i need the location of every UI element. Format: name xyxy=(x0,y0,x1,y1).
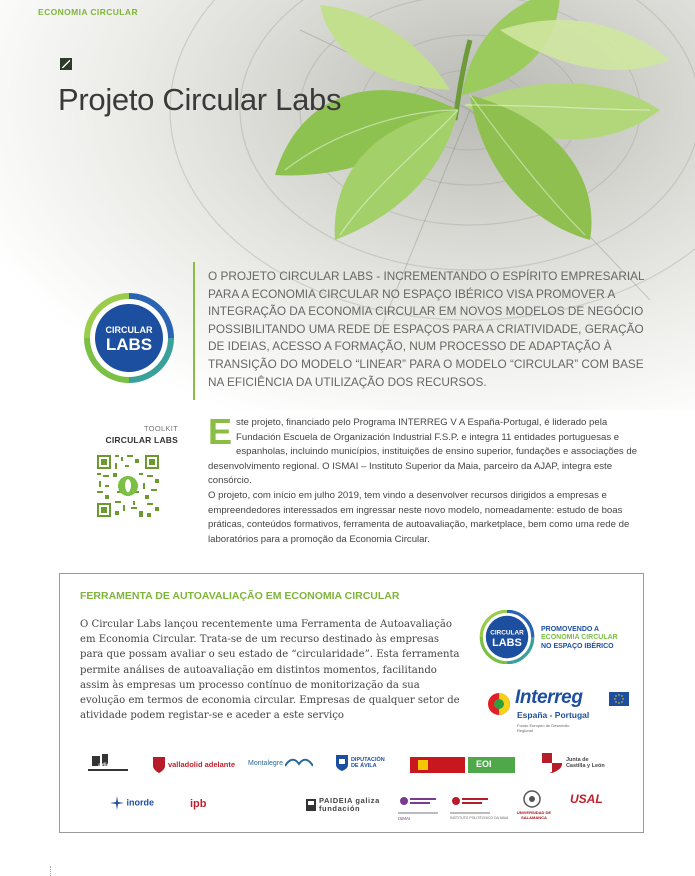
section-tag: ECONOMIA CIRCULAR xyxy=(38,7,138,17)
partners-row-2 xyxy=(60,790,645,824)
circular-labs-logo xyxy=(84,293,174,383)
page-title: Projeto Circular Labs xyxy=(58,82,342,117)
partner-logo: ISMAI xyxy=(398,794,438,818)
body-paragraph-2: O projeto, com início em julho 2019, tem vindo a desenvolver recursos dirigidos a empresas e empreendedores interessados em ingressar neste novo modelo, nomeadamente: estudo de boas práticas, conteúdos formativos, ferramenta de autoavaliação, marketplace, bem como uma rede de laboratórios para a promoção da Economia Circular. xyxy=(208,489,630,545)
partner-logo: valladolid adelante xyxy=(152,756,235,774)
partner-logo: EOI xyxy=(410,757,515,773)
logo-line2: LABS xyxy=(105,335,153,354)
partner-logo: Montalegre xyxy=(248,758,313,768)
body-paragraph-1-text: ste projeto, financiado pelo Programa INTERREG V A España-Portugal, é liderado pela Fundación Escuela de Organización Industrial F.S.P. e integra 11 entidades portuguesas e espanholas, incluindo municípios, instituições de ensino superior, fundações e associações de desenvolvimento regional. O ISMAI – Instituto Superior da Maia, parceiro da AJAP, integra este consórcio. xyxy=(208,417,638,487)
partner-logo: Junta de Castilla y León xyxy=(540,752,608,774)
partners-row-1 xyxy=(60,750,645,784)
partner-logo: ipb xyxy=(190,798,207,810)
interreg-logo xyxy=(485,686,633,732)
box-text: O Circular Labs lançou recentemente uma Ferramenta de Autoavaliação em Economia Circular. Trata-se de um recurso destinado às empresas para que possam avaliar o seu estado de “circularidade”. Esta ferramenta permite análises de autoavaliação em distintos momentos, facilitando assim às empresas um processo contínuo de monitorização da sua evolução em termos de economia circular. Empresas de qualquer setor de atividade podem registar-se e aceder a este serviço xyxy=(80,619,460,722)
toolkit-name: CIRCULAR LABS xyxy=(105,435,178,445)
junta-crest-icon xyxy=(540,752,564,774)
ismai-logo-icon xyxy=(398,794,438,818)
interreg-mark-icon xyxy=(485,690,513,718)
dropcap: E xyxy=(208,411,233,452)
self-assessment-box xyxy=(59,573,644,833)
promo-text xyxy=(541,626,618,651)
montalegre-wave-icon xyxy=(285,758,313,768)
partner-logo: USAL xyxy=(570,792,603,806)
partner-logo: UNIVERSIDAD DE SALAMANCA xyxy=(522,790,542,808)
intro-divider xyxy=(193,262,195,400)
intro-text: O PROJETO CIRCULAR LABS - INCREMENTANDO O ESPÍRITO EMPRESARIAL PARA A ECONOMIA CIRCULAR NO ESPAÇO IBÉRICO VISA PROMOVER A INTEGRAÇÃO DA ECONOMIA CIRCULAR EM NOVOS MODELOS DE NEGÓCIO POSSIBILITANDO UMA REDE DE ESPAÇOS PARA A CRIATIVIDADE, GERAÇÃO DE IDEIAS, ACESSO A FORMAÇÃO, NUM PROCESSO DE ADAPTAÇÃO À TRANSIÇÃO DO MODELO “LINEAR” PARA O MODELO “CIRCULAR” COM BASE NA EFICIÊNCIA DA UTILIZAÇÃO DOS RECURSOS. xyxy=(208,269,645,389)
promo-line2: ECONOMIA CIRCULAR xyxy=(541,634,618,642)
circular-labs-small-logo xyxy=(478,610,536,664)
toolkit-label: TOOLKIT xyxy=(143,424,178,433)
svg-text:CIRCULAR: CIRCULAR xyxy=(490,629,524,637)
body-text xyxy=(208,411,654,547)
body-paragraph-1 xyxy=(208,411,654,489)
valladolid-crest-icon xyxy=(152,756,166,774)
partner-logo: INSTITUTO POLITÉCNICO DA MAIA xyxy=(450,794,490,818)
qr-code[interactable] xyxy=(95,453,161,519)
promo-logo xyxy=(478,610,628,664)
partner-logo: adidec xyxy=(88,754,128,774)
avila-crest-icon xyxy=(335,754,349,772)
toolkit-caption xyxy=(80,424,178,445)
eoi-logo-icon xyxy=(410,757,515,773)
partner-logo: DIPUTACIÓN DE ÁVILA xyxy=(335,754,391,772)
interreg-subtitle: España - Portugal xyxy=(517,710,590,720)
svg-text:LABS: LABS xyxy=(492,637,522,649)
page-edge-marker xyxy=(50,866,54,876)
paideia-mark-icon xyxy=(305,798,317,812)
usal-crest-icon xyxy=(522,790,542,808)
interreg-word: Interreg xyxy=(515,687,583,708)
logo-line1: CIRCULAR xyxy=(105,325,153,335)
partner-logo: PAIDEIA galiza fundación xyxy=(305,797,384,813)
promo-line3: NO ESPAÇO IBÉRICO xyxy=(541,642,614,650)
interreg-note: Fondo Europeo de Desarrollo Regional xyxy=(517,723,570,733)
title-mark-icon xyxy=(60,58,72,70)
inorde-star-icon xyxy=(110,796,124,810)
partner-logo: inorde xyxy=(110,796,154,810)
eu-flag-icon xyxy=(609,692,629,706)
promo-line1: PROMOVENDO A xyxy=(541,626,600,633)
box-title: FERRAMENTA DE AUTOAVALIAÇÃO EM ECONOMIA CIRCULAR xyxy=(80,590,400,602)
ipmaia-logo-icon xyxy=(450,794,490,818)
